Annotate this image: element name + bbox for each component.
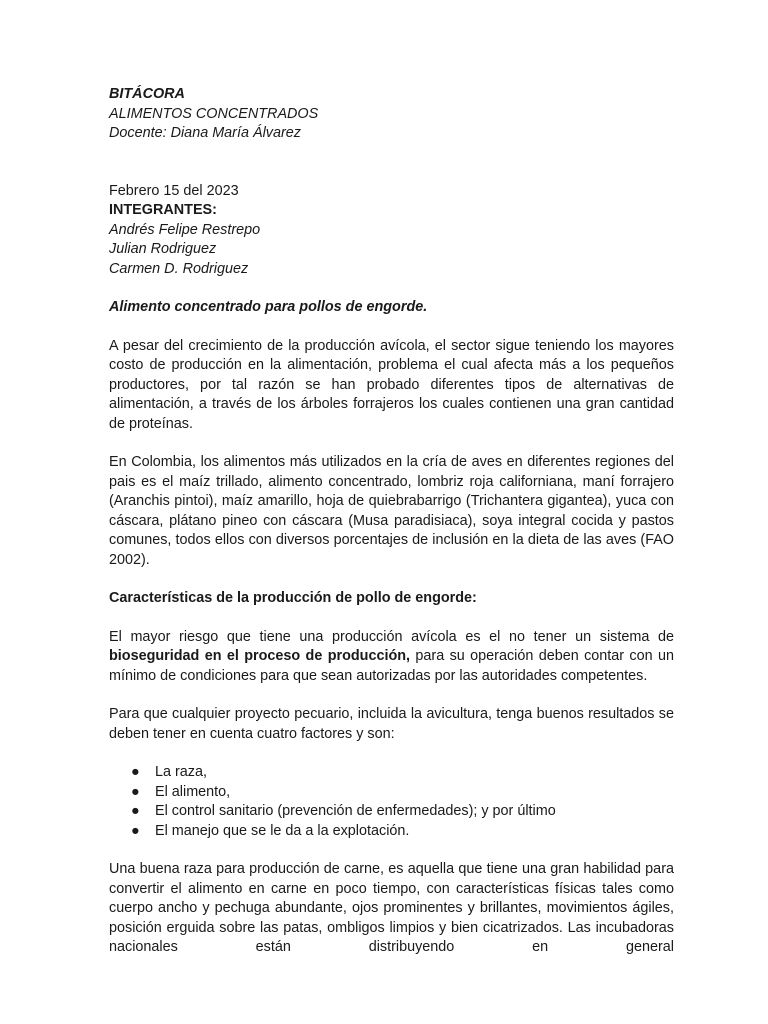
list-item (109, 763, 674, 783)
teacher-name: Docente: Diana María Álvarez (109, 125, 301, 141)
paragraph-biosecurity-end: para su operación deben contar con un mínimo de condiciones para que sean autorizadas por las autoridades competentes. (109, 648, 674, 684)
doc-header-title: BITÁCORA (109, 86, 185, 102)
paragraph-biosecurity-start: El mayor riesgo que tiene una producción avícola es el no tener un sistema de (109, 628, 674, 645)
member-name: Carmen D. Rodriguez (109, 260, 249, 277)
paragraph-intro: A pesar del crecimiento de la producción avícola, el sector sigue teniendo los mayores costo de producción en la alimentación, problema el cual afecta más a los pequeños productores, por tal razón se han probado diferentes tipos de alternativas de alimentación, a través de los árboles forrajeros los cuales contienen una gran cantidad de proteínas. (109, 337, 674, 432)
paragraph-biosecurity (109, 628, 674, 687)
paragraph-factors: Para que cualquier proyecto pecuario, incluida la avicultura, tenga buenos resultados se deben tener en cuenta cuatro factores y son: (109, 706, 674, 742)
list-item (109, 822, 674, 842)
bullet-icon: ● (131, 764, 140, 780)
list-item-text: El alimento, (155, 783, 231, 800)
list-item-text: El control sanitario (prevención de enfermedades); y por último (155, 803, 556, 819)
bullet-icon: ● (131, 783, 140, 800)
list-item (109, 802, 674, 822)
paragraph-colombia: En Colombia, los alimentos más utilizados en la cría de aves en diferentes regiones del pais es el maíz trillado, alimento concentrado, lombriz roja californiana, maní forrajero (Aranchis pintoi), maíz amarillo, hoja de quiebrabarrigo (Trichantera gigantea), yuca con cáscara, plátano pineo con cáscara (Musa paradisiaca), soya integral cocida y pastos comunes, todos ellos con diversos porcentajes de inclusión en la dieta de las aves (FAO 2002). (109, 454, 674, 568)
doc-date: Febrero 15 del 2023 (109, 182, 239, 199)
factors-list (109, 763, 674, 841)
course-name: ALIMENTOS CONCENTRADOS (109, 105, 319, 122)
list-item-text: El manejo que se le da a la explotación. (155, 822, 410, 839)
list-item-text: La raza, (155, 764, 207, 780)
section-heading: Características de la producción de pollo de engorde: (109, 590, 477, 606)
paragraph-biosecurity-bold: bioseguridad en el proceso de producción, (109, 648, 411, 664)
member-name: Andrés Felipe Restrepo (109, 221, 261, 238)
document-page (109, 85, 674, 977)
bullet-icon: ● (131, 822, 140, 839)
bullet-icon: ● (131, 803, 140, 819)
members-label: INTEGRANTES: (109, 202, 217, 218)
paragraph-breed: Una buena raza para producción de carne, es aquella que tiene una gran habilidad para convertir el alimento en carne en poco tiempo, con características físicas tales como cuerpo ancho y pechuga abundante, ojos prominentes y brillantes, movimientos ágiles, posición erguida sobre las patas, ombligos limpios y bien cicatrizados. Las incubadoras nacionales están distribuyendo en general (109, 861, 674, 955)
document-title: Alimento concentrado para pollos de engorde. (109, 299, 428, 315)
member-name: Julian Rodriguez (109, 241, 217, 257)
list-item (109, 783, 674, 803)
